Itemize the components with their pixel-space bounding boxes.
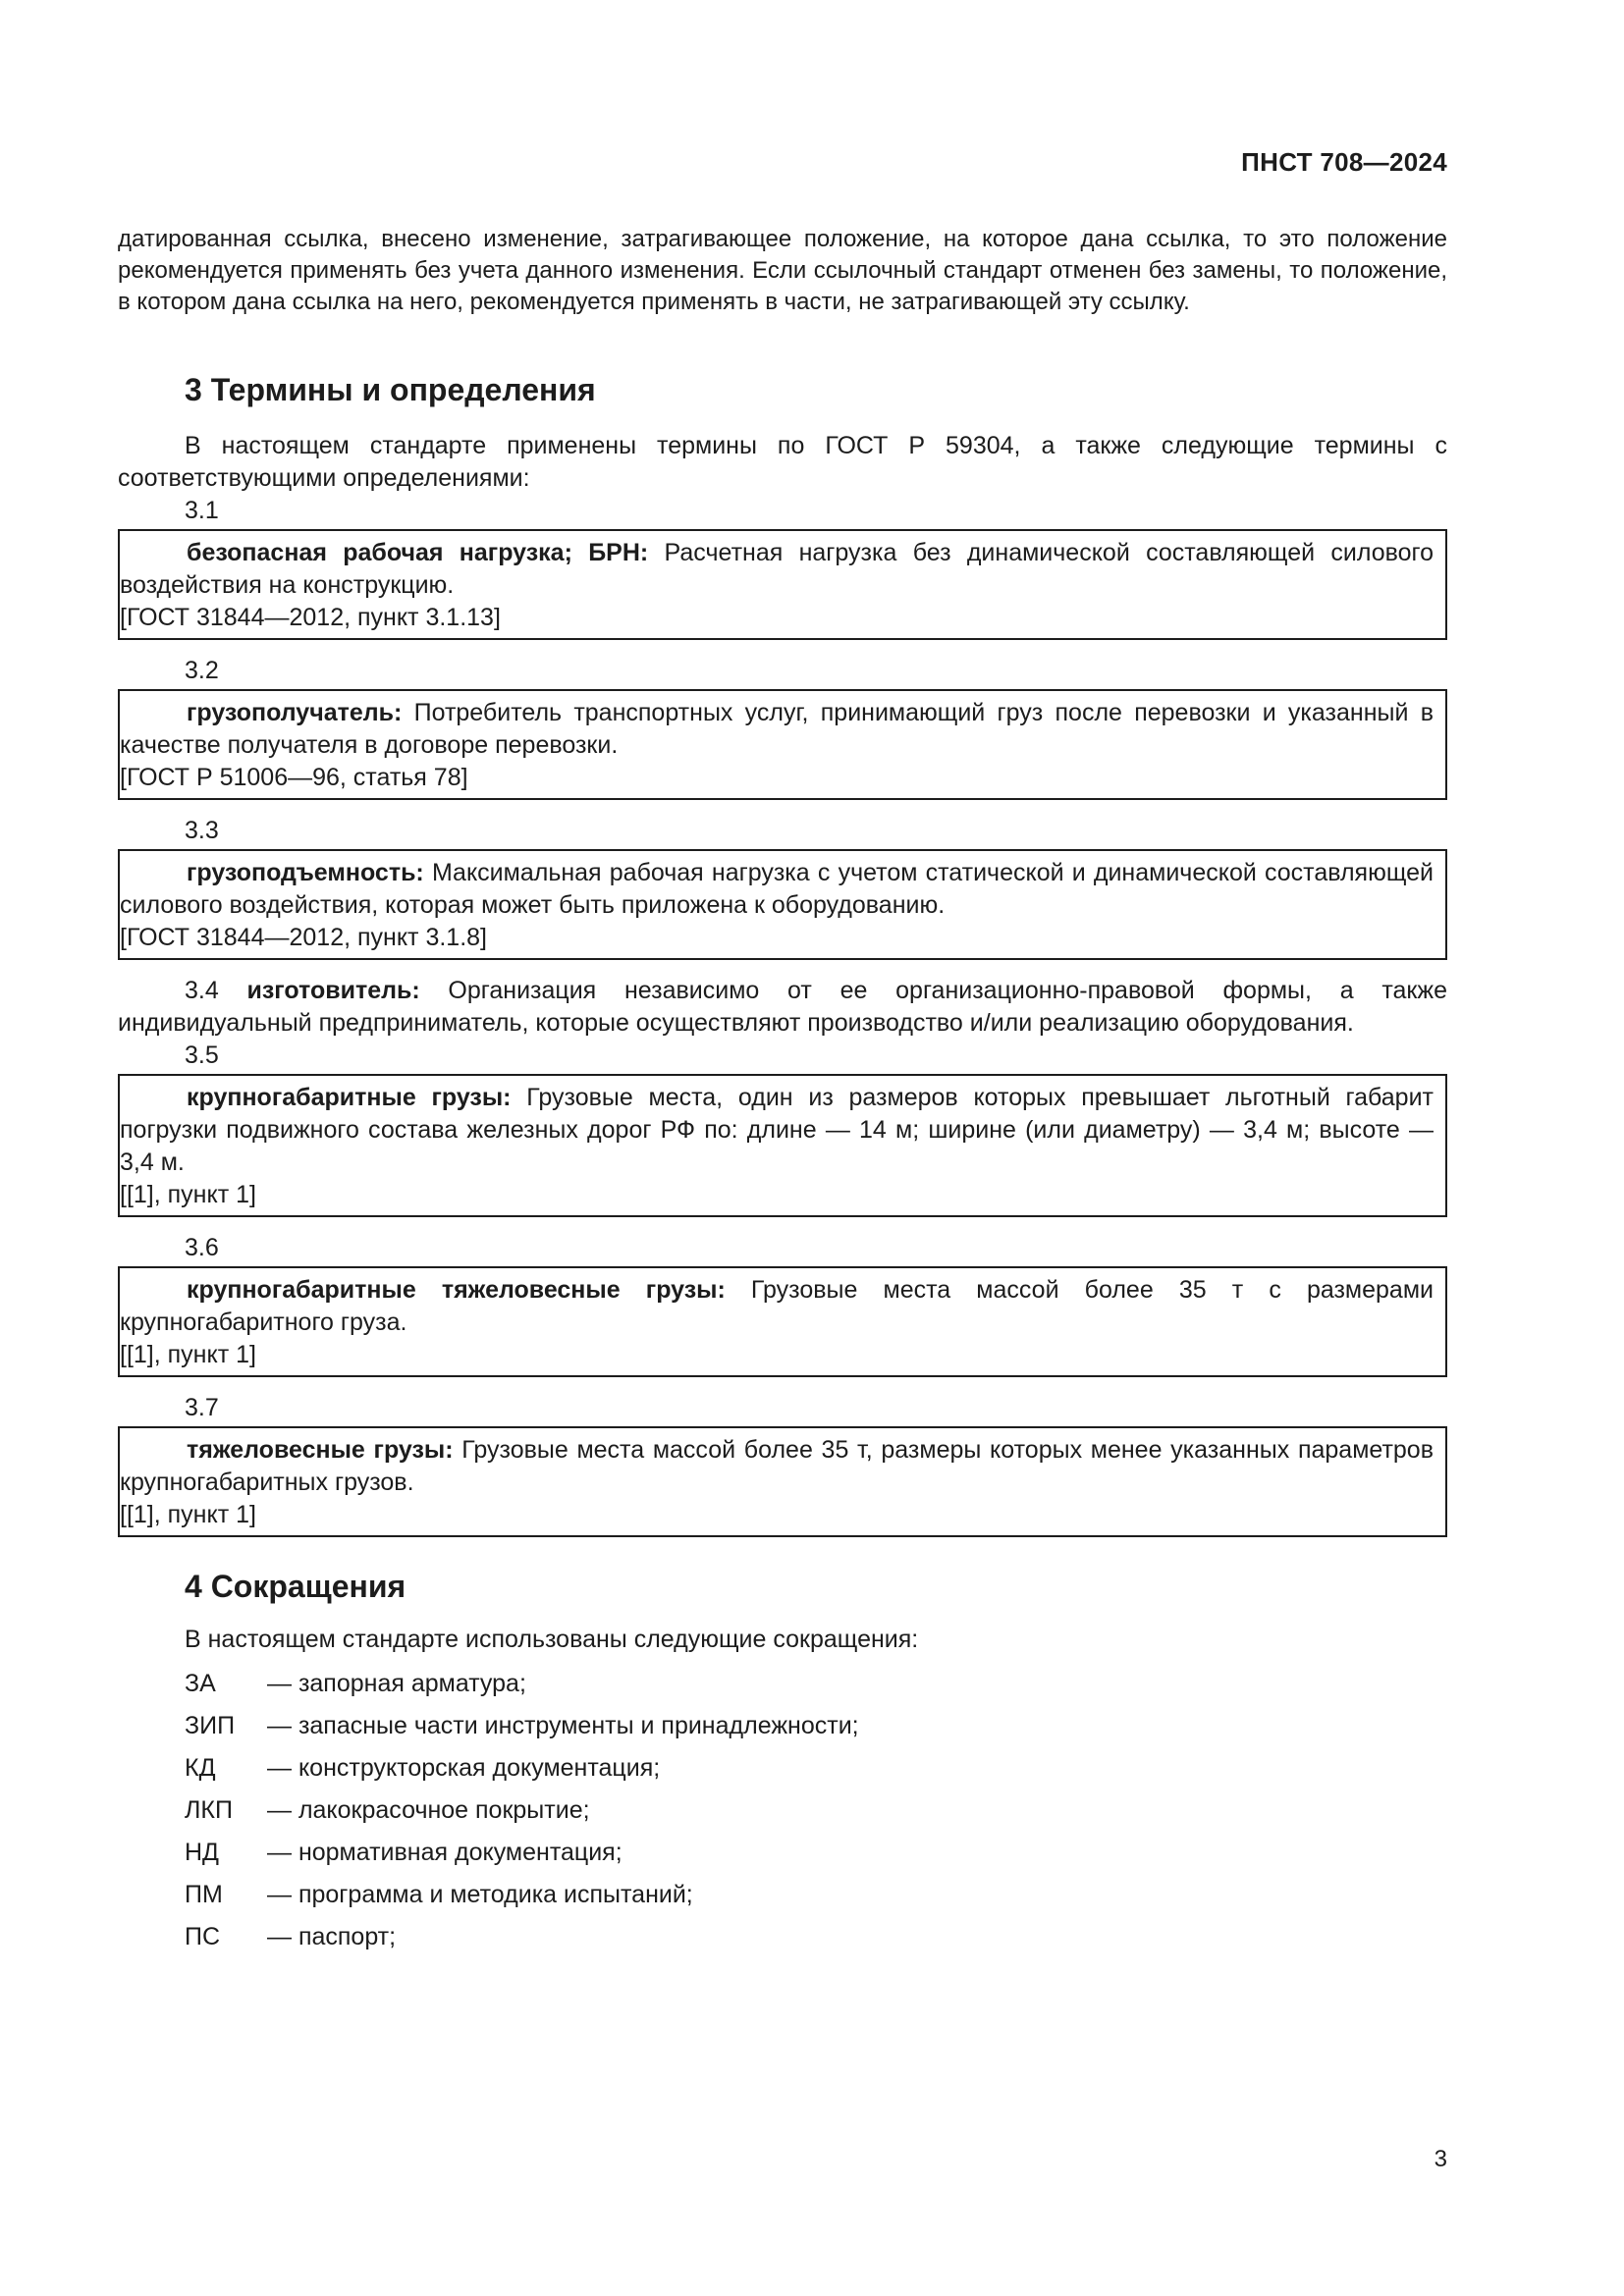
term-number-3-6: 3.6 [185,1234,219,1261]
abbreviation-description: — программа и методика испытаний; [267,1881,693,1908]
abbreviation-code: КД [185,1754,216,1782]
abbreviation-description: — нормативная документация; [267,1839,623,1866]
term-name: изготовитель: [246,977,420,1004]
term-text: Максимальная рабочая нагрузка с учетом статической и динамической составляющей силового воздействия, которая может быть приложена к оборудованию. [120,859,1434,919]
abbreviation-row [185,1837,1447,1869]
abbreviation-description: — паспорт; [267,1923,397,1950]
term-definition [120,1434,1434,1499]
term-box-3-6 [118,1266,1447,1377]
abbreviation-description: — запорная арматура; [267,1670,526,1697]
term-definition [120,537,1434,602]
term-box-3-3 [118,849,1447,960]
term-name: крупногабаритные грузы: [187,1084,512,1111]
term-definition [120,697,1434,762]
term-source: [[1], пункт 1] [120,1501,256,1528]
term-definition [120,857,1434,922]
abbreviation-code: ЗИП [185,1712,236,1739]
term-box-3-5 [118,1074,1447,1217]
abbreviation-code: ПМ [185,1881,223,1908]
abbreviation-description: — лакокрасочное покрытие; [267,1796,590,1824]
term-name: тяжеловесные грузы: [187,1436,454,1464]
page-number: 3 [1434,2146,1447,2172]
term-source: [[1], пункт 1] [120,1181,256,1208]
term-source: [ГОСТ 31844—2012, пункт 3.1.13] [120,604,501,631]
term-box-3-7 [118,1426,1447,1537]
term-text: Организация независимо от ее организационно-правовой формы, а также индивидуальный предприниматель, которые осуществляют производство и/или реализацию оборудования. [118,977,1447,1037]
abbreviation-code: ЗА [185,1670,216,1697]
term-number-3-2: 3.2 [185,657,219,684]
term-text: Потребитель транспортных услуг, принимающий груз после перевозки и указанный в качестве получателя в договоре перевозки. [120,699,1434,759]
abbreviation-row [185,1710,1447,1742]
abbreviation-code: НД [185,1839,219,1866]
abbreviation-description: — запасные части инструменты и принадлежности; [267,1712,859,1739]
section-4-intro: В настоящем стандарте использованы следующие сокращения: [185,1626,919,1653]
term-3-4 [118,975,1447,1040]
term-source: [ГОСТ 31844—2012, пункт 3.1.8] [120,924,487,951]
term-number-3-7: 3.7 [185,1394,219,1421]
term-source: [ГОСТ Р 51006—96, статья 78] [120,764,468,791]
term-text: Грузовые места, один из размеров которых превышает льготный габарит погрузки подвижного состава железных дорог РФ по: длине — 14 м; ширине (или диаметру) — 3,4 м; высоте — 3,4 м. [120,1084,1434,1176]
term-text: Расчетная нагрузка без динамической составляющей силового воздействия на конструкцию. [120,539,1434,599]
section-3-title: 3 Термины и определения [185,372,596,407]
abbreviation-code: ПС [185,1923,221,1950]
abbreviation-row [185,1921,1447,1953]
term-number-3-3: 3.3 [185,817,219,844]
document-id: ПНСТ 708—2024 [1241,147,1447,177]
abbreviation-code: ЛКП [185,1796,233,1824]
abbreviation-description: — конструкторская документация; [267,1754,661,1782]
term-source: [[1], пункт 1] [120,1341,256,1368]
abbreviation-row [185,1752,1447,1785]
term-number-3-4: 3.4 [185,977,219,1004]
term-definition [120,1082,1434,1179]
abbreviation-list [118,1668,1447,1953]
term-name: крупногабаритные тяжеловесные грузы: [187,1276,726,1304]
term-text: Грузовые места массой более 35 т, размеры которых менее указанных параметров крупногабаритных грузов. [120,1436,1434,1496]
term-box-3-1 [118,529,1447,640]
term-definition [120,1274,1434,1339]
term-name: безопасная рабочая нагрузка; БРН: [187,539,649,566]
term-number-3-1: 3.1 [185,497,219,524]
continuation-paragraph: датированная ссылка, внесено изменение, затрагивающее положение, на которое дана ссылка, то это положение рекомендуется применять без учета данного изменения. Если ссылочный стандарт отменен без замены, то положение, в котором дана ссылка на него, рекомендуется применять в части, не затрагивающей эту ссылку. [118,226,1447,315]
section-4-title: 4 Сокращения [185,1569,406,1604]
abbreviation-row [185,1668,1447,1700]
term-name: грузоподъемность: [187,859,424,886]
term-text: Грузовые места массой более 35 т с размерами крупногабаритного груза. [120,1276,1434,1336]
term-name: грузополучатель: [187,699,403,726]
page-content [118,224,1447,1963]
section-3-intro: В настоящем стандарте применены термины по ГОСТ Р 59304, а также следующие термины с соответствующими определениями: [118,432,1447,492]
abbreviation-row [185,1879,1447,1911]
term-number-3-5: 3.5 [185,1041,219,1069]
term-box-3-2 [118,689,1447,800]
abbreviation-row [185,1794,1447,1827]
